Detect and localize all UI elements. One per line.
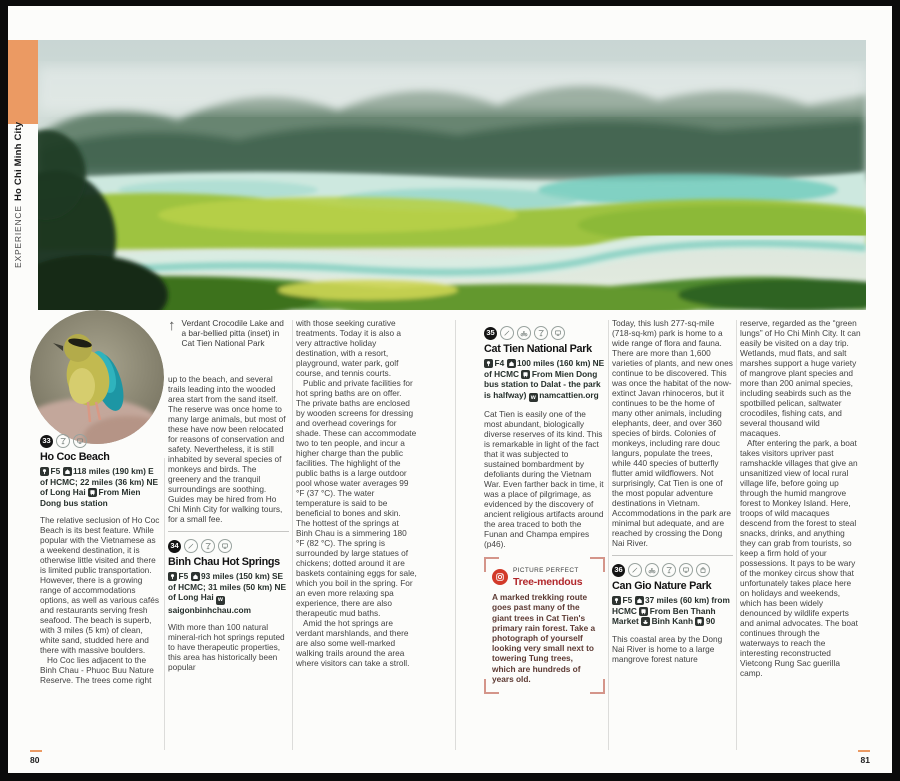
- page-number-text: 80: [30, 755, 40, 765]
- body-text: reserve, regarded as the “green lungs” of Ho Chi Minh City. It can easily be visited on a day trip. Wetlands, mud flats, and salt marshes support a huge variety of mangrove plant species and more than 200 animal species, including seabirds such as the spotbilled pelican, saltwater crocodiles, fishing cats, and several thousand wild macaques.: [740, 318, 861, 438]
- entry-33-practical-info: [40, 466, 161, 508]
- bus-icon: [695, 617, 704, 626]
- screen-icon: [679, 563, 693, 577]
- map-ref-text: F5: [622, 595, 633, 605]
- shopping-bag-icon: [696, 563, 710, 577]
- body-text: This coastal area by the Dong Nai River is home to a large mangrove forest nature: [612, 633, 723, 664]
- picture-perfect-header: [492, 566, 597, 587]
- page-number-accent-dash: [30, 750, 42, 752]
- web-icon: w: [530, 393, 536, 401]
- entry-36-icons: [612, 563, 733, 577]
- map-ref-text: F4: [494, 358, 505, 368]
- distance-text: 93 miles (150 km) SE of HCMC; 31 miles (50 km) NE of Long Hai: [168, 571, 287, 602]
- bus-route-text: 90: [705, 616, 716, 626]
- column-5: [612, 318, 733, 664]
- chapter-color-tab: [8, 40, 38, 124]
- entry-34-practical-info: [168, 571, 289, 615]
- body-text: After entering the park, a boat takes visitors upriver past ramshackle villages that give an unsanitized view of local rural village life, before going up through the humid mangrove forest to Monkey Island. Here, troops of wild macaques descend from the forest to steal snacks, drinks, and anything they can grab from tourists, so keep a firm hold of your possessions. It pays to be wary of the monkey circus show that unfortunately takes place here on holidays and weekends, which has been widely denounced by wildlife experts and animal advocates. The boat continues through the waterways to reach the interesting reconstructed Vietcong Rung Sac guerilla camp.: [740, 438, 858, 678]
- bus-text: From Ben Thanh Market: [612, 605, 716, 626]
- screen-icon: [73, 434, 87, 448]
- map-ref-icon: [612, 596, 621, 605]
- entry-title-ho-coc-beach: Ho Coc Beach: [40, 451, 110, 463]
- distance-text: 37 miles (60 km) from HCMC: [612, 595, 730, 616]
- website-text: namcattien.org: [539, 389, 599, 400]
- entry-33-icons: [40, 434, 161, 448]
- distance-icon: [63, 467, 72, 476]
- entry-35-practical-info: [484, 358, 605, 402]
- bus-icon: [88, 488, 97, 497]
- entry-divider: [168, 531, 289, 532]
- map-ref-text: F5: [50, 466, 61, 476]
- map-ref-icon: [40, 467, 49, 476]
- cycling-icon: [517, 326, 531, 340]
- body-text: up to the beach, and several trails leading into the wooded area start from the sand itself. The reserve was once home to many large animals, but most of these have now been relocated for reasons of conservation and safety. Nevertheless, it is still inhabited by several species of monkeys and birds. The greenery and the tranquil surroundings are soothing. Guides may be hired from Ho Chi Minh City for walking tours, for a small fee.: [168, 374, 286, 524]
- screen-icon: [218, 539, 232, 553]
- corner-bracket: [590, 557, 605, 572]
- entry-number-badge: 35: [484, 327, 497, 340]
- column-3: [296, 318, 417, 668]
- map-ref-icon: [168, 572, 177, 581]
- distance-icon: [635, 596, 644, 605]
- body-text: Amid the hot springs are verdant marshlands, and there are also some well-marked walking trails around the area where visitors can take a stroll.: [296, 618, 410, 668]
- distance-text: 100 miles (160 km) NE of HCMC: [484, 358, 605, 379]
- sidebar-chapter-label: Ho Chi Minh City: [13, 121, 24, 201]
- column-rule: [736, 320, 737, 750]
- body-text: Public and private facilities for hot spring baths are on offer. The private baths are enclosed by wooden screens for dressing and overhead coverings for shade. These can accommodate two to ten people, and incur a higher charge than the public facilities. The highlight of the public baths is a large outdoor pool whose water averages 99 °F (37 °C). The water temperature is said to be beneficial to bones and skin. The hottest of the springs at Binh Chau is a simmering 180 °F (82 °C). The spring is surrounded by large statues of chickens; dotted around it are baskets containing eggs for sale, which you boil in the spring. For an even more relaxing spa experience, there are also therapeutic mud baths.: [296, 378, 417, 618]
- inset-photo-bar-bellied-pitta: [30, 310, 164, 444]
- cocktail-icon: [201, 539, 215, 553]
- column-6: [740, 318, 861, 678]
- entry-number-badge: 33: [40, 435, 53, 448]
- corner-bracket: [590, 679, 605, 694]
- column-rule: [292, 320, 293, 750]
- photo-caption: [168, 318, 289, 348]
- entry-number-badge: 36: [612, 564, 625, 577]
- entry-36-practical-info: [612, 595, 733, 627]
- corner-bracket: [484, 557, 499, 572]
- body-text: With more than 100 natural mineral-rich hot springs reputed to have therapeutic properties, this area has historically been popular: [168, 622, 285, 673]
- bus-text: From Mien Dong bus station to Dalat - the park is halfway): [484, 368, 601, 400]
- page-number-right: [858, 750, 870, 765]
- compass-icon: [628, 563, 642, 577]
- ferry-icon: [641, 617, 650, 626]
- distance-icon: [191, 572, 200, 581]
- picture-perfect-body: A marked trekking route goes past many of the giant trees in Cat Tien's primary rain forest. Take a photograph of yourself looking very small next to towering Tung trees, which are hundreds of years old.: [492, 592, 596, 684]
- entry-35-icons: [484, 326, 605, 340]
- picture-perfect-box: [484, 557, 605, 694]
- entry-title-binh-chau-hot-springs: Binh Chau Hot Springs: [168, 556, 280, 568]
- guidebook-spread: [8, 6, 892, 773]
- corner-bracket: [484, 679, 499, 694]
- cycling-icon: [645, 563, 659, 577]
- entry-divider: [612, 555, 733, 556]
- caption-text: Verdant Crocodile Lake and a bar-bellied pitta (inset) in Cat Tien National Park: [181, 318, 284, 348]
- web-icon: w: [217, 596, 223, 603]
- map-ref-icon: [484, 359, 493, 368]
- distance-icon: [507, 359, 516, 368]
- bus-icon: [521, 370, 530, 379]
- column-rule: [164, 458, 165, 750]
- body-text: Today, this lush 277-sq-mile (718-sq-km) park is home to a wide range of flora and fauna. There are more than 1,600 varieties of plants, and new ones continue to be discovered. This was once the habitat of the now-extinct Javan rhinoceros, but it continues to be the home of many other animals, including elephants, deer, and over 360 species of birds. Colonies of monkeys, including rare douc langurs, populate the trees, while 440 species of butterfly flutter amid wildflowers. Not surprisingly, Cat Tien is one of the most popular adventure destinations in Vietnam. Accommodations in the park are minimal but adequate, and are reached by crossing the Dong Nai River.: [612, 318, 733, 548]
- picture-perfect-title: Tree-mendous: [513, 576, 583, 589]
- body-text: Cat Tien is easily one of the most abundant, biologically diverse reserves of its kind. This is remarkable in light of the fact that it was subjected to sustained bombardment by defoliants during the Vietnam War. Even farther back in time, it was a place of pilgrimage, as evidenced by the discovery of ancient religious artifacts around the area traced to both the Funan and Champa empires (p46).: [484, 409, 604, 550]
- page-gutter-rule: [455, 320, 456, 750]
- bus-icon: [639, 607, 648, 616]
- cocktail-icon: [662, 563, 676, 577]
- page-number-accent-dash: [858, 750, 870, 752]
- entry-title-can-gio-nature-park: Can Gio Nature Park: [612, 580, 712, 592]
- up-arrow-icon: ↑: [168, 317, 176, 334]
- entry-title-cat-tien-national-park: Cat Tien National Park: [484, 343, 592, 355]
- compass-icon: [184, 539, 198, 553]
- entry-number-badge: 34: [168, 540, 181, 553]
- picture-perfect-label: PICTURE PERFECT: [513, 567, 579, 575]
- screen-icon: [551, 326, 565, 340]
- column-rule: [608, 320, 609, 750]
- body-text: with those seeking curative treatments. Today it is also a very attractive holiday destination, with a resort, playground, water park, golf course, and tennis courts.: [296, 318, 401, 378]
- sidebar-section-label: EXPERIENCE: [13, 205, 23, 268]
- body-text: The relative seclusion of Ho Coc Beach is its best feature. While popular with the Vietnamese as a weekend destination, it is otherwise little visited and there is limited public transportation. However, there is a growing range of accommodations options, as well as various cafés and restaurants serving fresh seafood. The beach is superb, with 3 miles (5 km) of clean, white sand, studded here and there with massive boulders.: [40, 515, 160, 655]
- ferry-text: Binh Kanh: [651, 616, 694, 626]
- bus-text: From Mien Dong bus station: [40, 487, 141, 508]
- entry-34-icons: [168, 539, 289, 553]
- distance-text: 118 miles (190 km) E of HCMC; 22 miles (36 km) NE of Long Hai: [40, 466, 159, 497]
- map-ref-text: F5: [178, 571, 189, 581]
- cocktail-icon: [534, 326, 548, 340]
- cocktail-icon: [56, 434, 70, 448]
- website-text: saigonbinhchau.com: [168, 604, 251, 615]
- page-number-left: [30, 750, 42, 765]
- column-1: [40, 434, 161, 685]
- page-number-text: 81: [860, 755, 870, 765]
- column-2: [168, 318, 289, 672]
- body-text: Ho Coc lies adjacent to the Binh Chau - Phuoc Buu Nature Reserve. The trees come right: [40, 655, 154, 685]
- hero-photo-crocodile-lake: [38, 40, 866, 310]
- column-4: [484, 326, 605, 694]
- compass-icon: [500, 326, 514, 340]
